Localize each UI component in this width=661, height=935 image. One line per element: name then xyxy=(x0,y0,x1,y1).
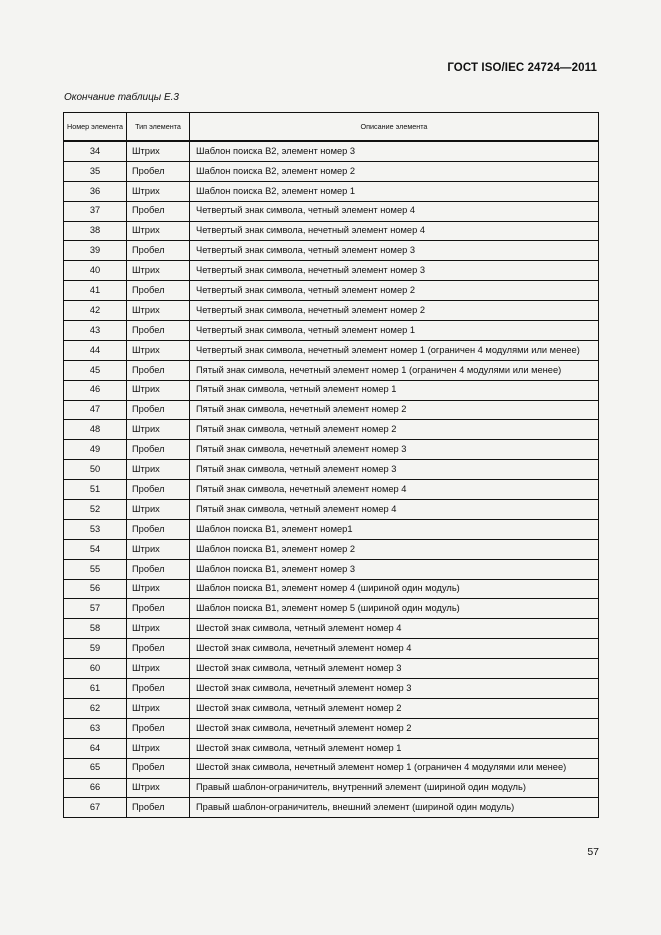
table-row xyxy=(64,261,599,281)
header-row xyxy=(64,113,599,142)
table-row xyxy=(64,440,599,460)
cell-element-number: 45 xyxy=(64,360,127,380)
table-row xyxy=(64,778,599,798)
cell-element-number: 36 xyxy=(64,181,127,201)
cell-element-description: Правый шаблон-ограничитель, внутренний элемент (шириной один модуль) xyxy=(190,778,599,798)
cell-element-description: Четвертый знак символа, четный элемент номер 4 xyxy=(190,201,599,221)
cell-element-description: Шаблон поиска В1, элемент номер 4 (шириной один модуль) xyxy=(190,579,599,599)
table-body xyxy=(64,141,599,818)
cell-element-number: 59 xyxy=(64,639,127,659)
cell-element-type: Пробел xyxy=(127,440,190,460)
cell-element-description: Пятый знак символа, четный элемент номер 4 xyxy=(190,500,599,520)
table-row xyxy=(64,301,599,321)
cell-element-number: 56 xyxy=(64,579,127,599)
table-row xyxy=(64,758,599,778)
cell-element-number: 65 xyxy=(64,758,127,778)
cell-element-type: Пробел xyxy=(127,639,190,659)
cell-element-number: 63 xyxy=(64,718,127,738)
page-number: 57 xyxy=(587,846,599,858)
cell-element-number: 47 xyxy=(64,400,127,420)
table-header xyxy=(64,113,599,142)
cell-element-number: 55 xyxy=(64,559,127,579)
cell-element-type: Штрих xyxy=(127,261,190,281)
cell-element-type: Пробел xyxy=(127,798,190,818)
cell-element-number: 57 xyxy=(64,599,127,619)
cell-element-description: Шестой знак символа, четный элемент номер 1 xyxy=(190,738,599,758)
table-row xyxy=(64,281,599,301)
cell-element-description: Четвертый знак символа, нечетный элемент номер 3 xyxy=(190,261,599,281)
cell-element-number: 40 xyxy=(64,261,127,281)
cell-element-type: Пробел xyxy=(127,360,190,380)
cell-element-description: Шестой знак символа, нечетный элемент номер 4 xyxy=(190,639,599,659)
table-row xyxy=(64,599,599,619)
cell-element-description: Четвертый знак символа, нечетный элемент номер 4 xyxy=(190,221,599,241)
table-row xyxy=(64,718,599,738)
cell-element-description: Четвертый знак символа, нечетный элемент номер 1 (ограничен 4 модулями или менее) xyxy=(190,340,599,360)
cell-element-type: Штрих xyxy=(127,579,190,599)
cell-element-number: 53 xyxy=(64,519,127,539)
cell-element-number: 44 xyxy=(64,340,127,360)
table-row xyxy=(64,619,599,639)
cell-element-number: 60 xyxy=(64,659,127,679)
cell-element-description: Шаблон поиска В1, элемент номер 2 xyxy=(190,539,599,559)
cell-element-number: 38 xyxy=(64,221,127,241)
cell-element-description: Пятый знак символа, нечетный элемент номер 4 xyxy=(190,480,599,500)
cell-element-description: Пятый знак символа, нечетный элемент номер 1 (ограничен 4 модулями или менее) xyxy=(190,360,599,380)
cell-element-type: Пробел xyxy=(127,599,190,619)
table-row xyxy=(64,340,599,360)
cell-element-description: Шаблон поиска В2, элемент номер 2 xyxy=(190,161,599,181)
cell-element-type: Пробел xyxy=(127,519,190,539)
cell-element-description: Шаблон поиска В1, элемент номер 3 xyxy=(190,559,599,579)
column-header-description: Описание элемента xyxy=(190,113,599,142)
table-row xyxy=(64,500,599,520)
cell-element-type: Пробел xyxy=(127,161,190,181)
table-row xyxy=(64,380,599,400)
cell-element-type: Штрих xyxy=(127,460,190,480)
cell-element-number: 52 xyxy=(64,500,127,520)
table-row xyxy=(64,241,599,261)
cell-element-number: 37 xyxy=(64,201,127,221)
cell-element-description: Пятый знак символа, нечетный элемент номер 2 xyxy=(190,400,599,420)
cell-element-type: Штрих xyxy=(127,738,190,758)
table-row xyxy=(64,460,599,480)
cell-element-description: Четвертый знак символа, четный элемент номер 2 xyxy=(190,281,599,301)
cell-element-number: 43 xyxy=(64,321,127,341)
table-row xyxy=(64,679,599,699)
cell-element-number: 48 xyxy=(64,420,127,440)
cell-element-description: Четвертый знак символа, четный элемент номер 3 xyxy=(190,241,599,261)
cell-element-number: 34 xyxy=(64,141,127,161)
table-caption: Окончание таблицы Е.3 xyxy=(64,92,179,103)
cell-element-type: Пробел xyxy=(127,679,190,699)
cell-element-number: 54 xyxy=(64,539,127,559)
cell-element-number: 67 xyxy=(64,798,127,818)
cell-element-description: Четвертый знак символа, четный элемент номер 1 xyxy=(190,321,599,341)
table-row xyxy=(64,519,599,539)
table-row xyxy=(64,798,599,818)
table-row xyxy=(64,321,599,341)
cell-element-number: 64 xyxy=(64,738,127,758)
cell-element-type: Пробел xyxy=(127,718,190,738)
cell-element-type: Пробел xyxy=(127,201,190,221)
cell-element-number: 35 xyxy=(64,161,127,181)
cell-element-type: Штрих xyxy=(127,698,190,718)
table-row xyxy=(64,201,599,221)
table-row xyxy=(64,181,599,201)
cell-element-description: Шестой знак символа, четный элемент номер 3 xyxy=(190,659,599,679)
table-row xyxy=(64,639,599,659)
cell-element-type: Пробел xyxy=(127,321,190,341)
cell-element-type: Пробел xyxy=(127,559,190,579)
cell-element-description: Шестой знак символа, нечетный элемент номер 2 xyxy=(190,718,599,738)
table-row xyxy=(64,400,599,420)
table-row xyxy=(64,221,599,241)
cell-element-description: Шаблон поиска В1, элемент номер1 xyxy=(190,519,599,539)
cell-element-number: 61 xyxy=(64,679,127,699)
cell-element-description: Пятый знак символа, четный элемент номер 3 xyxy=(190,460,599,480)
cell-element-type: Штрих xyxy=(127,619,190,639)
cell-element-type: Пробел xyxy=(127,758,190,778)
cell-element-number: 46 xyxy=(64,380,127,400)
cell-element-type: Штрих xyxy=(127,539,190,559)
cell-element-number: 49 xyxy=(64,440,127,460)
table-row xyxy=(64,360,599,380)
cell-element-type: Штрих xyxy=(127,659,190,679)
cell-element-type: Пробел xyxy=(127,281,190,301)
column-header-number: Номер элемента xyxy=(64,113,127,142)
table-row xyxy=(64,420,599,440)
cell-element-description: Шаблон поиска В2, элемент номер 3 xyxy=(190,141,599,161)
cell-element-number: 66 xyxy=(64,778,127,798)
cell-element-type: Штрих xyxy=(127,500,190,520)
cell-element-type: Штрих xyxy=(127,181,190,201)
cell-element-type: Пробел xyxy=(127,400,190,420)
cell-element-description: Шестой знак символа, четный элемент номер 4 xyxy=(190,619,599,639)
cell-element-number: 62 xyxy=(64,698,127,718)
cell-element-number: 42 xyxy=(64,301,127,321)
cell-element-number: 58 xyxy=(64,619,127,639)
cell-element-number: 51 xyxy=(64,480,127,500)
table-row xyxy=(64,480,599,500)
cell-element-description: Шаблон поиска В1, элемент номер 5 (шириной один модуль) xyxy=(190,599,599,619)
cell-element-type: Штрих xyxy=(127,420,190,440)
cell-element-description: Пятый знак символа, нечетный элемент номер 3 xyxy=(190,440,599,460)
table-row xyxy=(64,559,599,579)
cell-element-type: Штрих xyxy=(127,778,190,798)
document-header: ГОСТ ISO/IEC 24724—2011 xyxy=(447,62,597,74)
cell-element-type: Штрих xyxy=(127,141,190,161)
cell-element-type: Пробел xyxy=(127,480,190,500)
table-row xyxy=(64,161,599,181)
cell-element-type: Штрих xyxy=(127,301,190,321)
cell-element-description: Пятый знак символа, четный элемент номер 1 xyxy=(190,380,599,400)
table-row xyxy=(64,579,599,599)
cell-element-description: Шестой знак символа, нечетный элемент номер 3 xyxy=(190,679,599,699)
cell-element-description: Шестой знак символа, четный элемент номер 2 xyxy=(190,698,599,718)
cell-element-type: Пробел xyxy=(127,241,190,261)
cell-element-number: 41 xyxy=(64,281,127,301)
cell-element-number: 50 xyxy=(64,460,127,480)
cell-element-type: Штрих xyxy=(127,340,190,360)
elements-table xyxy=(63,112,599,818)
cell-element-type: Штрих xyxy=(127,380,190,400)
cell-element-type: Штрих xyxy=(127,221,190,241)
column-header-type: Тип элемента xyxy=(127,113,190,142)
table-row xyxy=(64,141,599,161)
table-row xyxy=(64,539,599,559)
cell-element-description: Правый шаблон-ограничитель, внешний элемент (шириной один модуль) xyxy=(190,798,599,818)
table-row xyxy=(64,698,599,718)
cell-element-description: Четвертый знак символа, нечетный элемент номер 2 xyxy=(190,301,599,321)
cell-element-number: 39 xyxy=(64,241,127,261)
cell-element-description: Шестой знак символа, нечетный элемент номер 1 (ограничен 4 модулями или менее) xyxy=(190,758,599,778)
table-row xyxy=(64,738,599,758)
cell-element-description: Пятый знак символа, четный элемент номер 2 xyxy=(190,420,599,440)
cell-element-description: Шаблон поиска В2, элемент номер 1 xyxy=(190,181,599,201)
table-row xyxy=(64,659,599,679)
